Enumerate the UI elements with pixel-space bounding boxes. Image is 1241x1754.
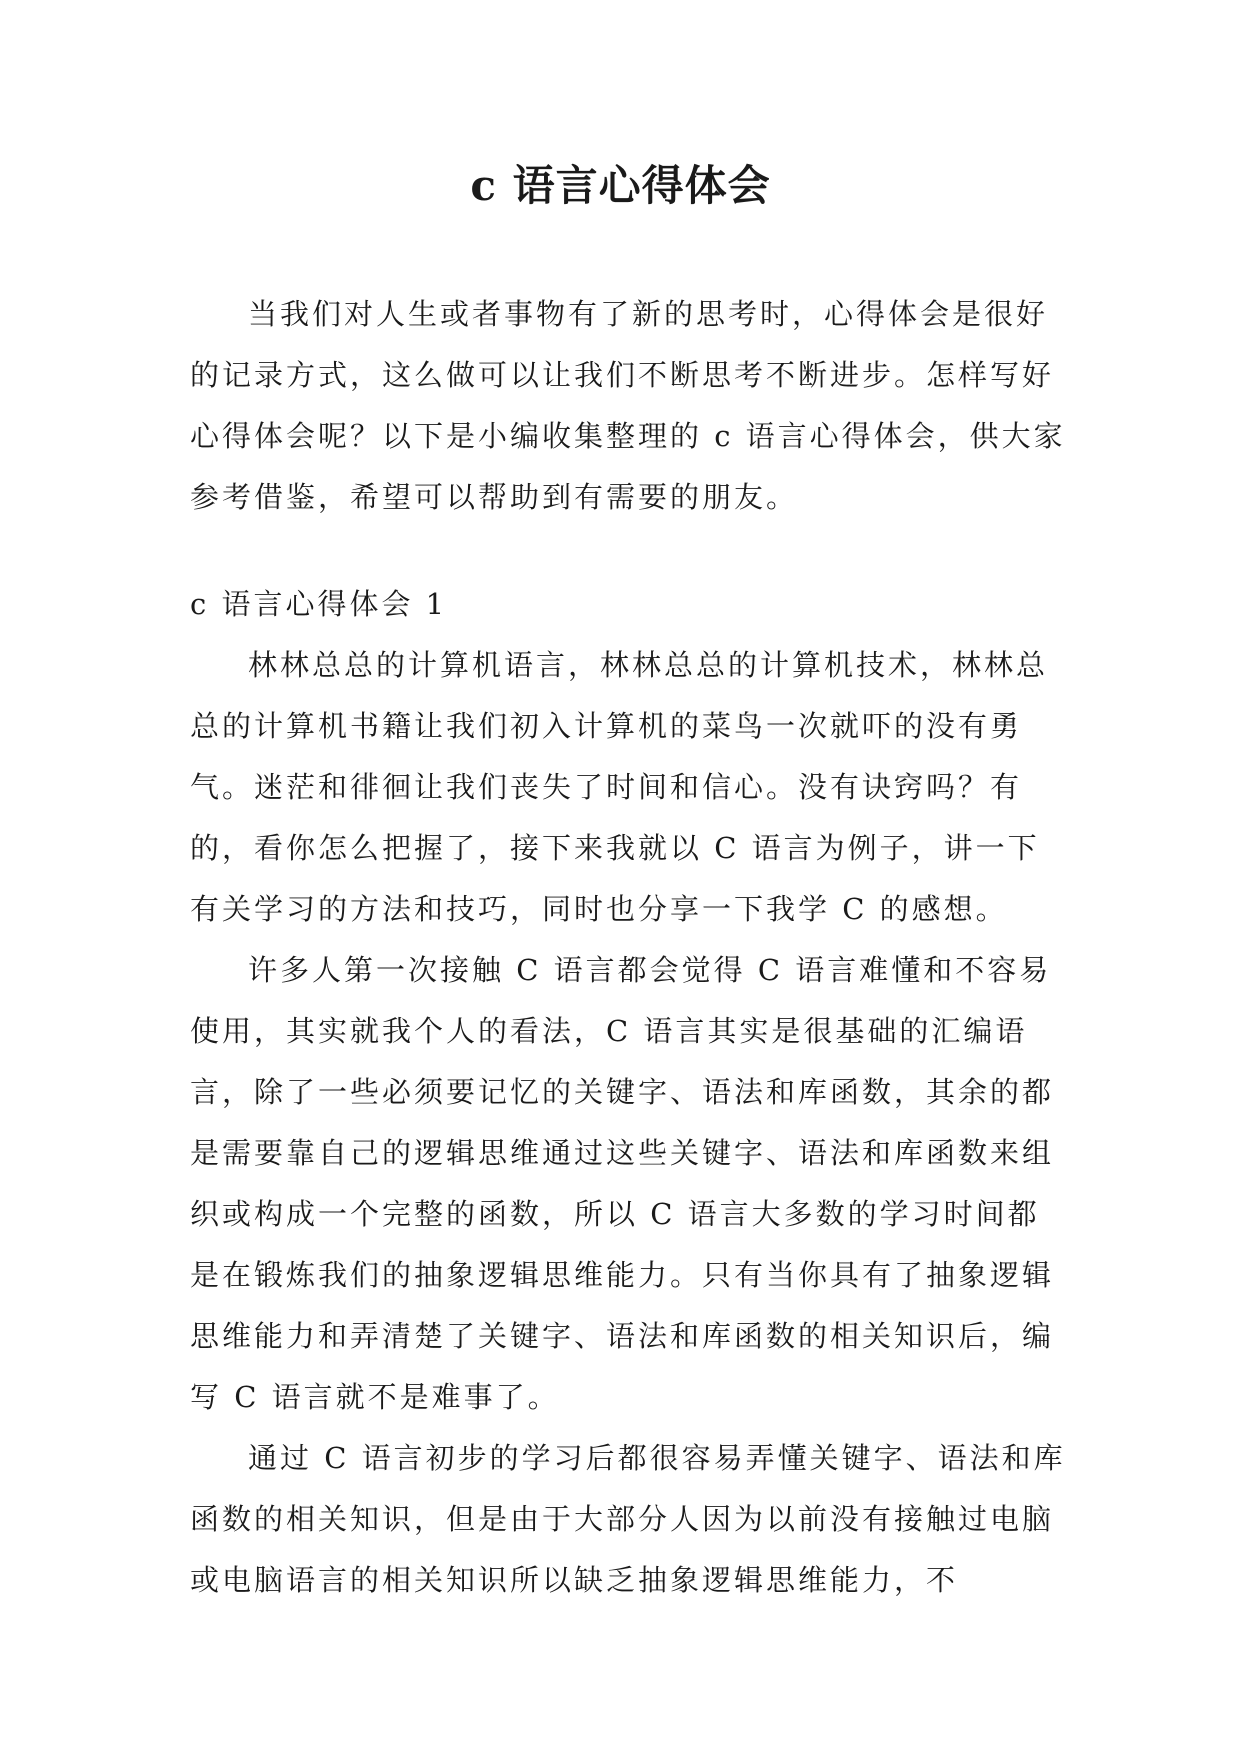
document-title: c 语言心得体会 bbox=[470, 161, 771, 210]
intro-block bbox=[190, 284, 1070, 528]
body-paragraph-2: 许多人第一次接触 C 语言都会觉得 C 语言难懂和不容易使用，其实就我个人的看法，C 语言其实是很基础的汇编语言，除了一些必须要记忆的关键字、语法和库函数，其余的都是需要靠自己的逻辑思维通过这些关键字、语法和库函数来组织或构成一个完整的函数，所以 C 语言大多数的学习时间都是在锻炼我们的抽象逻辑思维能力。只有当你具有了抽象逻辑思维能力和弄清楚了关键字、语法和库函数的相关知识后，编写 C 语言就不是难事了。 bbox=[190, 953, 1055, 1414]
intro-paragraph: 当我们对人生或者事物有了新的思考时，心得体会是很好的记录方式，这么做可以让我们不断思考不断进步。怎样写好心得体会呢？以下是小编收集整理的 c 语言心得体会，供大家参考借鉴，希望可以帮助到有需要的朋友。 bbox=[190, 297, 1066, 514]
body-paragraph-1: 林林总总的计算机语言，林林总总的计算机技术，林林总总的计算机书籍让我们初入计算机的菜鸟一次就吓的没有勇气。迷茫和徘徊让我们丧失了时间和信心。没有诀窍吗？有的，看你怎么把握了，接下来我就以 C 语言为例子，讲一下有关学习的方法和技巧，同时也分享一下我学 C 的感想。 bbox=[190, 648, 1049, 926]
section-1 bbox=[190, 574, 1070, 1611]
section-heading: c 语言心得体会 1 bbox=[190, 587, 448, 621]
body-paragraph-3: 通过 C 语言初步的学习后都很容易弄懂关键字、语法和库函数的相关知识，但是由于大部分人因为以前没有接触过电脑或电脑语言的相关知识所以缺乏抽象逻辑思维能力，不 bbox=[190, 1441, 1066, 1597]
